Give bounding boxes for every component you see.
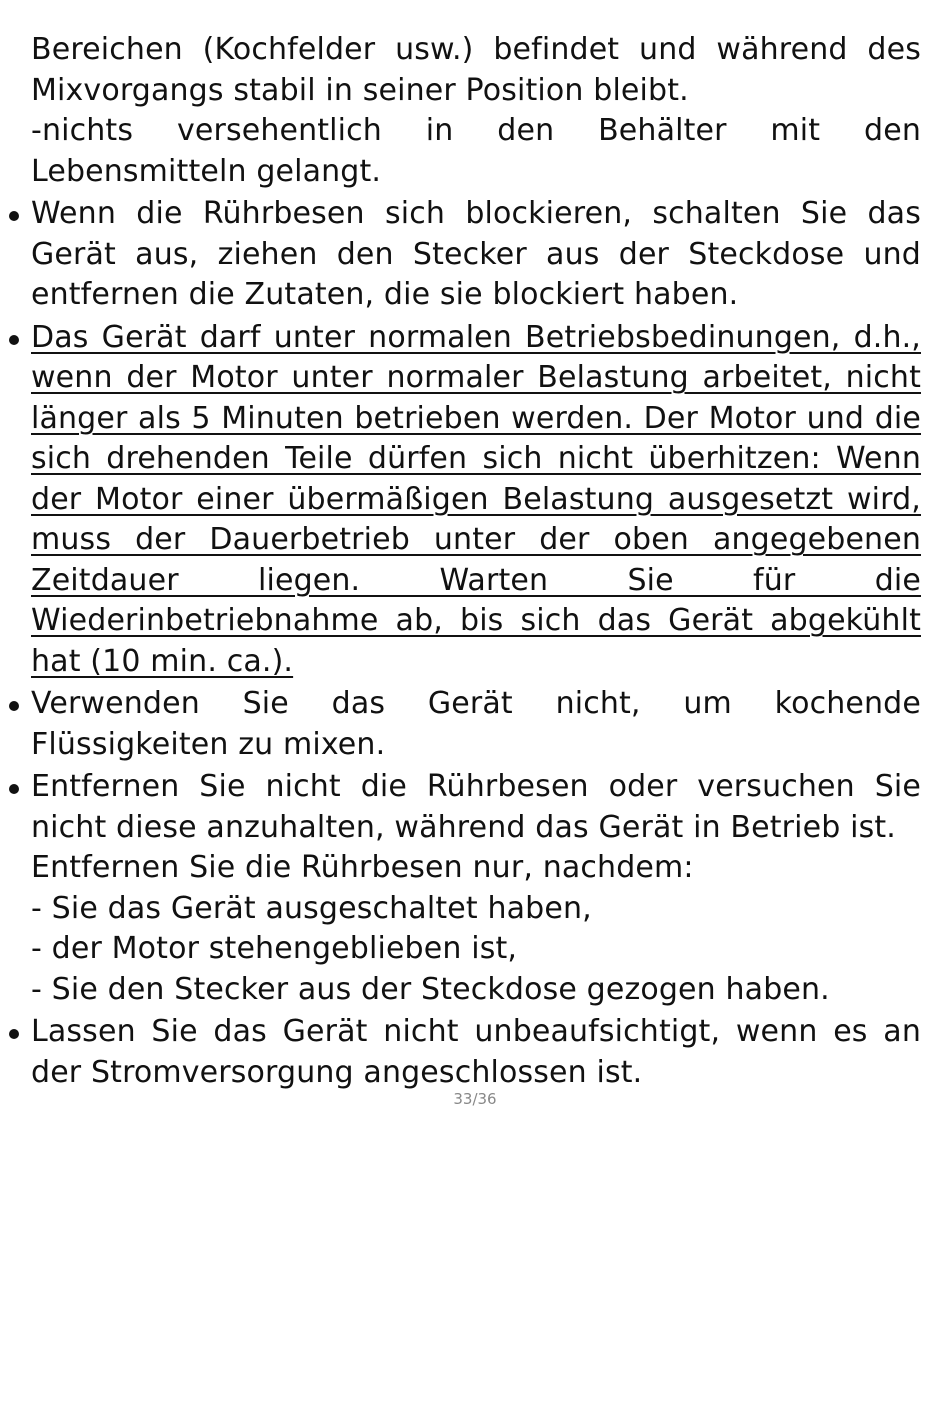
page-number: 33/36: [453, 1090, 497, 1108]
list-item-subline: Entfernen Sie die Rührbesen nur, nachdem:: [31, 850, 694, 885]
bullet-icon: [9, 335, 19, 345]
intro-paragraph-2: -nichts versehentlich in den Behälter mit den Lebensmitteln gelangt.: [31, 113, 921, 189]
intro-paragraph: Bereichen (Kochfelder usw.) befindet und während des Mixvorgangs stabil in seiner Position bleibt.: [31, 32, 921, 108]
bullet-icon: [9, 701, 19, 711]
list-item: [0, 684, 950, 765]
list-item-subline: - Sie den Stecker aus der Steckdose gezogen haben.: [31, 971, 830, 1007]
bullet-icon: [9, 1029, 19, 1039]
list-item-text: Lassen Sie das Gerät nicht unbeaufsichtigt, wenn es an der Stromversorgung angeschlossen ist.: [31, 1014, 921, 1090]
list-item: [0, 194, 950, 316]
list-item-text-underlined: Das Gerät darf unter normalen Betriebsbedinungen, d.h., wenn der Motor unter normaler Belastung arbeitet, nicht länger als 5 Minuten betrieben werden. Der Motor und die sich drehenden Teile dürfen sich nicht überhitzen: Wenn der Motor einer übermäßigen Belastung ausgesetzt wird, muss der Dauerbetrieb unter der oben angegebenen Zeitdauer liegen. Warten Sie für die Wiederinbetriebnahme ab, bis sich das Gerät abgekühlt hat (10 min. ca.).: [31, 319, 921, 679]
list-item-warning: [0, 318, 950, 683]
list-item: [0, 767, 950, 1010]
list-item-subline: - der Motor stehengeblieben ist,: [31, 931, 518, 966]
list-item-text: Verwenden Sie das Gerät nicht, um kochende Flüssigkeiten zu mixen.: [31, 686, 921, 762]
list-item-subline: - Sie das Gerät ausgeschaltet haben,: [31, 890, 592, 926]
list-item: [0, 1012, 950, 1093]
list-item-text: Wenn die Rührbesen sich blockieren, schalten Sie das Gerät aus, ziehen den Stecker aus der Steckdose und entfernen die Zutaten, die sie blockiert haben.: [31, 196, 921, 312]
bullet-icon: [9, 211, 19, 221]
document-page: [0, 30, 950, 1093]
list-item-text: Entfernen Sie nicht die Rührbesen oder versuchen Sie nicht diese anzuhalten, während das Gerät in Betrieb ist.: [31, 769, 921, 845]
bullet-icon: [9, 784, 19, 794]
